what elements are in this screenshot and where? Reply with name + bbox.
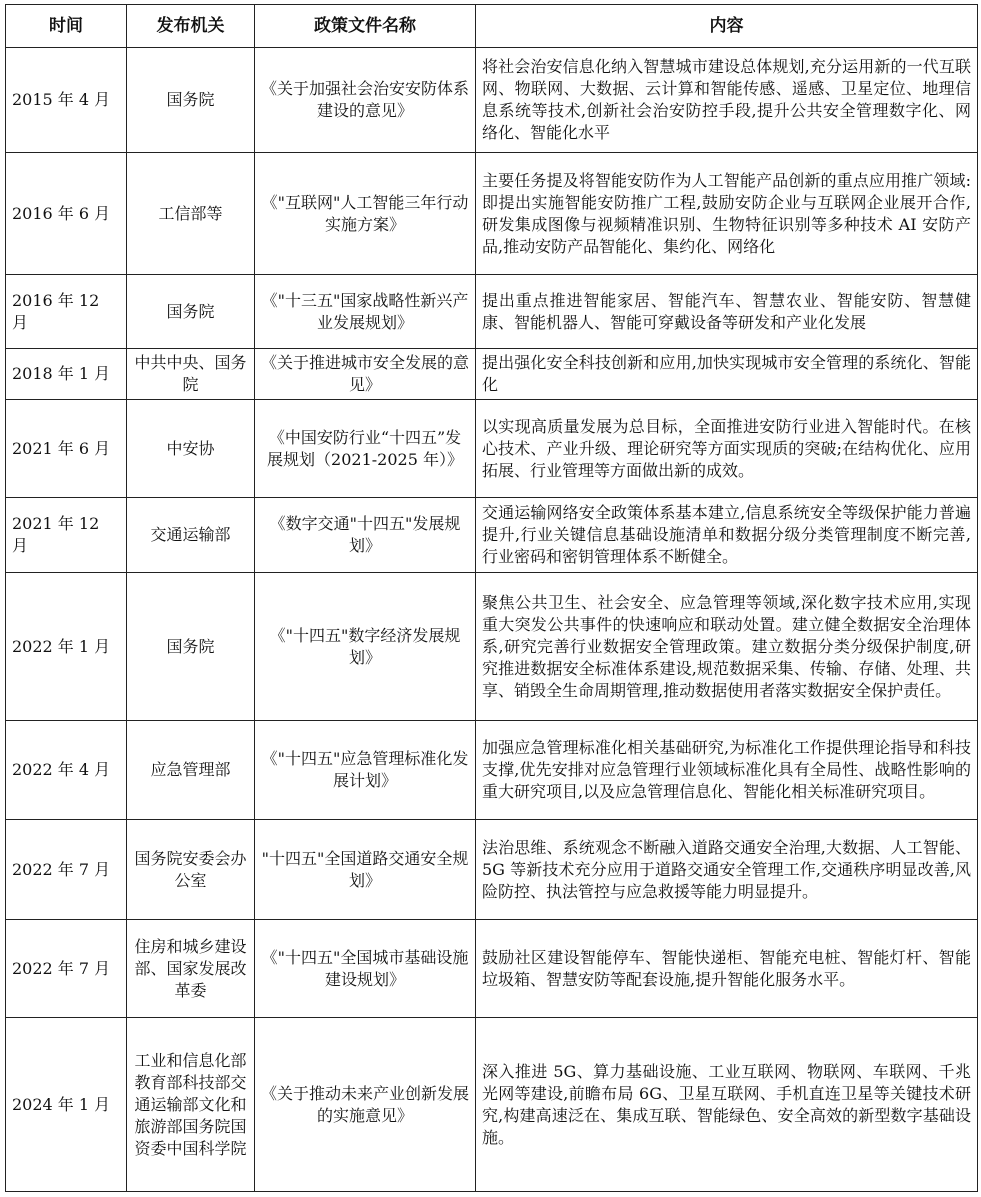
table-row: [6, 275, 978, 349]
header-doc: 政策文件名称: [255, 5, 476, 48]
cell-content: 聚焦公共卫生、社会安全、应急管理等领域,深化数字技术应用,实现重大突发公共事件的快速响应和联动处置。建立健全数据安全治理体系,研究完善行业数据安全管理政策。建立数据分类分级保护制度,研究推进数据安全标准体系建设,规范数据采集、传输、存储、处理、共享、销毁全生命周期管理,推动数据使用者落实数据安全保护责任。: [476, 573, 978, 721]
cell-doc: 《数字交通"十四五"发展规划》: [255, 498, 476, 573]
header-row: [6, 5, 978, 48]
cell-content: 将社会治安信息化纳入智慧城市建设总体规划,充分运用新的一代互联网、物联网、大数据、云计算和智能传感、遥感、卫星定位、地理信息系统等技术,创新社会治安防控手段,提升公共安全管理数字化、网络化、智能化水平: [476, 48, 978, 153]
cell-doc: 《关于推动未来产业创新发展的实施意见》: [255, 1018, 476, 1192]
cell-time: 2016 年 12 月: [6, 275, 127, 349]
cell-time: 2018 年 1 月: [6, 349, 127, 400]
cell-content: 深入推进 5G、算力基础设施、工业互联网、物联网、车联网、千兆光网等建设,前瞻布局 6G、卫星互联网、手机直连卫星等关键技术研究,构建高速泛在、集成互联、智能绿色、安全高效的新型数字基础设施。: [476, 1018, 978, 1192]
table-row: [6, 153, 978, 275]
cell-doc: 《"十四五"应急管理标准化发展计划》: [255, 721, 476, 820]
cell-time: 2022 年 1 月: [6, 573, 127, 721]
cell-org: 国务院安委会办公室: [127, 820, 255, 920]
header-content: 内容: [476, 5, 978, 48]
cell-time: 2022 年 7 月: [6, 920, 127, 1018]
cell-org: 国务院: [127, 48, 255, 153]
table-row: [6, 820, 978, 920]
table-row: [6, 48, 978, 153]
table-row: [6, 400, 978, 498]
cell-doc: 《关于加强社会治安安防体系建设的意见》: [255, 48, 476, 153]
cell-time: 2022 年 7 月: [6, 820, 127, 920]
cell-time: 2015 年 4 月: [6, 48, 127, 153]
cell-content: 主要任务提及将智能安防作为人工智能产品创新的重点应用推广领域:即提出实施智能安防推广工程,鼓励安防企业与互联网企业展开合作,研发集成图像与视频精准识别、生物特征识别等多种技术 AI 安防产品,推动安防产品智能化、集约化、网络化: [476, 153, 978, 275]
table-row: [6, 1018, 978, 1192]
cell-org: 工业和信息化部教育部科技部交通运输部文化和旅游部国务院国资委中国科学院: [127, 1018, 255, 1192]
cell-content: 提出强化安全科技创新和应用,加快实现城市安全管理的系统化、智能化: [476, 349, 978, 400]
table-row: [6, 349, 978, 400]
cell-time: 2021 年 12 月: [6, 498, 127, 573]
cell-org: 住房和城乡建设部、国家发展改革委: [127, 920, 255, 1018]
table-row: [6, 721, 978, 820]
cell-doc: 《"互联网"人工智能三年行动实施方案》: [255, 153, 476, 275]
cell-org: 应急管理部: [127, 721, 255, 820]
cell-content: 交通运输网络安全政策体系基本建立,信息系统安全等级保护能力普遍提升,行业关键信息基础设施清单和数据分级分类管理制度不断完善,行业密码和密钥管理体系不断健全。: [476, 498, 978, 573]
policy-table: [5, 4, 978, 1192]
table-row: [6, 573, 978, 721]
cell-doc: 《"十四五"数字经济发展规划》: [255, 573, 476, 721]
cell-doc: 《中国安防行业“十四五”发展规划（2021-2025 年）》: [255, 400, 476, 498]
cell-content: 鼓励社区建设智能停车、智能快递柜、智能充电桩、智能灯杆、智能垃圾箱、智慧安防等配套设施,提升智能化服务水平。: [476, 920, 978, 1018]
header-time: 时间: [6, 5, 127, 48]
cell-org: 国务院: [127, 275, 255, 349]
cell-content: 提出重点推进智能家居、智能汽车、智慧农业、智能安防、智慧健康、智能机器人、智能可穿戴设备等研发和产业化发展: [476, 275, 978, 349]
cell-time: 2016 年 6 月: [6, 153, 127, 275]
cell-doc: 《"十三五"国家战略性新兴产业发展规划》: [255, 275, 476, 349]
cell-time: 2022 年 4 月: [6, 721, 127, 820]
cell-org: 交通运输部: [127, 498, 255, 573]
cell-org: 国务院: [127, 573, 255, 721]
cell-org: 工信部等: [127, 153, 255, 275]
cell-doc: "十四五"全国道路交通安全规划》: [255, 820, 476, 920]
cell-content: 法治思维、系统观念不断融入道路交通安全治理,大数据、人工智能、5G 等新技术充分应用于道路交通安全管理工作,交通秩序明显改善,风险防控、执法管控与应急救援等能力明显提升。: [476, 820, 978, 920]
cell-doc: 《"十四五"全国城市基础设施建设规划》: [255, 920, 476, 1018]
cell-org: 中共中央、国务院: [127, 349, 255, 400]
table-row: [6, 920, 978, 1018]
cell-org: 中安协: [127, 400, 255, 498]
header-org: 发布机关: [127, 5, 255, 48]
cell-content: 加强应急管理标准化相关基础研究,为标准化工作提供理论指导和科技支撑,优先安排对应急管理行业领域标准化具有全局性、战略性影响的重大研究项目,以及应急管理信息化、智能化相关标准研究项目。: [476, 721, 978, 820]
cell-time: 2024 年 1 月: [6, 1018, 127, 1192]
cell-content: 以实现高质量发展为总目标，全面推进安防行业进入智能时代。在核心技术、产业升级、理论研究等方面实现质的突破;在结构优化、应用拓展、行业管理等方面做出新的成效。: [476, 400, 978, 498]
cell-doc: 《关于推进城市安全发展的意见》: [255, 349, 476, 400]
cell-time: 2021 年 6 月: [6, 400, 127, 498]
table-row: [6, 498, 978, 573]
